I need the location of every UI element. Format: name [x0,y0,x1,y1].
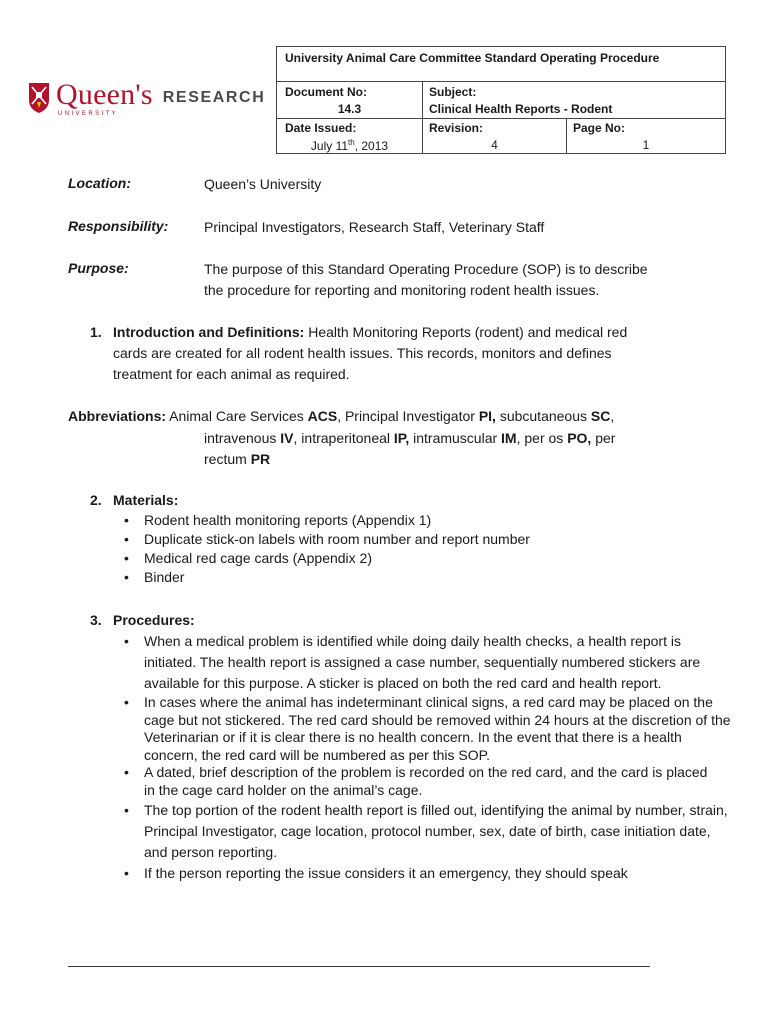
date-issued-value: July 11th, 2013 [310,138,389,153]
responsibility-label: Responsibility: [68,218,169,234]
list-item: • Rodent health monitoring reports (Appendix 1) [120,511,720,530]
intro-line-1: Introduction and Definitions: Health Monitoring Reports (rodent) and medical red [113,324,628,340]
footer-divider [68,966,650,967]
queens-research-logo [28,78,265,118]
logo-research: RESEARCH [162,89,266,106]
materials-title: Materials: [113,492,179,508]
sop-header-table [276,46,726,154]
abbreviations-line-1: Abbreviations: Animal Care Services ACS, Principal Investigator PI, subcutaneous SC, [68,408,615,424]
purpose-line-2: the procedure for reporting and monitoring rodent health issues. [204,282,600,298]
logo-university: UNIVERSITY [58,110,119,117]
location-value: Queen’s University [204,176,322,192]
abbreviations-line-2: intravenous IV, intraperitoneal IP, intramuscular IM, per os PO, per [204,430,616,446]
subject-value: Clinical Health Reports - Rodent [429,102,613,116]
doc-no-label: Document No: [285,85,367,99]
list-item: • If the person reporting the issue considers it an emergency, they should speak [120,863,734,884]
logo-wordmark: Queen's [56,77,153,111]
purpose-label: Purpose: [68,260,129,276]
list-item: • Medical red cage cards (Appendix 2) [120,549,720,568]
materials-number: 2. [90,492,102,508]
doc-no-value: 14.3 [337,102,362,116]
subject-label: Subject: [429,85,477,99]
procedures-list [120,631,731,884]
revision-label: Revision: [429,121,484,135]
materials-list [120,511,720,587]
intro-number: 1. [90,324,102,340]
revision-value: 4 [491,138,498,152]
intro-title: Introduction and Definitions: [113,324,305,340]
procedures-number: 3. [90,612,102,628]
page-no-label: Page No: [573,121,626,135]
procedures-title: Procedures: [113,612,195,628]
purpose-line-1: The purpose of this Standard Operating Procedure (SOP) is to describe [204,261,648,277]
list-item: • Duplicate stick-on labels with room number and report number [120,530,720,549]
list-item: • Binder [120,568,720,587]
list-item: • A dated, brief description of the problem is recorded on the red card, and the card is placed in the cage card holder on the animal’s cage. [120,764,714,799]
responsibility-value: Principal Investigators, Research Staff, Veterinary Staff [204,219,545,235]
location-label: Location: [68,175,131,191]
abbreviations-line-3: rectum PR [204,451,271,467]
list-item: • When a medical problem is identified while doing daily health checks, a health report is initiated. The health report is assigned a case number, sequentially numbered stickers are available for this purpose. A sticker is placed on both the red card and health report. [120,631,714,694]
crest-icon [28,82,50,114]
date-issued-label: Date Issued: [285,121,357,135]
intro-line-3: treatment for each animal as required. [113,366,350,382]
sop-title: University Animal Care Committee Standard Operating Procedure [285,51,660,65]
list-item: • The top portion of the rodent health report is filled out, identifying the animal by number, strain, Principal Investigator, cage location, protocol number, sex, date of birth, case initiation date, and person reporting. [120,800,734,863]
intro-line-2: cards are created for all rodent health issues. This records, monitors and defines [113,345,612,361]
list-item: • In cases where the animal has indeterminant clinical signs, a red card may be placed on the cage but not stickered. The red card should be removed within 24 hours at the discretion of the Veterinarian or if it is clear there is no health concern. In the event that there is a health concern, the red card will be numbered as per this SOP. [120,694,734,764]
page-no-value: 1 [642,138,650,152]
abbreviations-label: Abbreviations: [68,408,167,424]
